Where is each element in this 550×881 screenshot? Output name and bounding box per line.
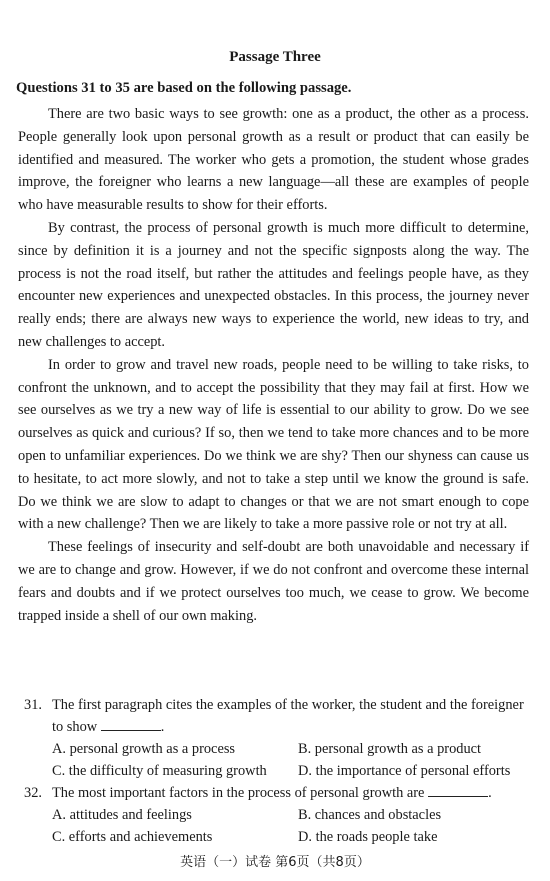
option-b[interactable]: B. chances and obstacles <box>298 807 442 823</box>
answer-blank <box>428 782 488 797</box>
passage-body <box>18 103 529 627</box>
page-footer: 英语（一）试卷 第6页（共8页） <box>180 855 370 870</box>
question-31 <box>24 694 534 738</box>
question-number: 32. <box>24 785 42 801</box>
question-stem: The first paragraph cites the examples of the worker, the student and the foreigner to show <box>52 697 524 735</box>
question-end: . <box>488 785 492 801</box>
paragraph-4: These feelings of insecurity and self-doubt are both unavoidable and necessary if we are to change and grow. However, if we do not confront and overcome these internal fears and doubts and if we protect ourselves too much, we cease to grow. We become trapped inside a shell of our own making. <box>18 539 529 624</box>
question-32 <box>24 782 534 804</box>
options-32 <box>24 804 534 848</box>
instructions: Questions 31 to 35 are based on the following passage. <box>16 80 352 96</box>
passage-title: Passage Three <box>229 49 321 65</box>
paragraph-2: By contrast, the process of personal growth is much more difficult to determine, since by definition it is a journey and not the specific signposts along the way. The process is not the road itself, but rather the attitudes and feelings people have, as they encounter new experiences and unexpected obstacles. In this process, the journey never really ends; there are always new ways to experience the world, new ideas to try, and new challenges to accept. <box>18 219 529 350</box>
option-a[interactable]: A. attitudes and feelings <box>52 807 192 823</box>
answer-blank <box>101 716 161 731</box>
option-c[interactable]: C. efforts and achievements <box>52 829 213 845</box>
option-d[interactable]: D. the importance of personal efforts <box>298 763 511 779</box>
question-list <box>24 694 534 848</box>
option-b[interactable]: B. personal growth as a product <box>298 741 482 757</box>
option-d[interactable]: D. the roads people take <box>298 829 438 845</box>
question-end: . <box>160 719 165 735</box>
paragraph-1: There are two basic ways to see growth: one as a product, the other as a process. People generally look upon personal growth as a result or product that can easily be identified and measured. The worker who gets a promotion, the student whose grades improve, the foreigner who learns a new language—all these are examples of people who have measurable results to show for their efforts. <box>18 106 529 214</box>
options-31 <box>24 738 534 782</box>
question-number: 31. <box>24 697 42 713</box>
question-stem: The most important factors in the process of personal growth are <box>52 785 425 801</box>
option-a[interactable]: A. personal growth as a process <box>52 741 236 757</box>
option-c[interactable]: C. the difficulty of measuring growth <box>52 763 267 779</box>
paragraph-3: In order to grow and travel new roads, people need to be willing to take risks, to confront the unknown, and to accept the possibility that they may fail at first. How we see ourselves as we try a new way of life is essential to our ability to grow. Do we see ourselves as quick and curious? If so, then we tend to take more chances and to be more open to unfamiliar experiences. Do we think we are shy? Then our shyness can cause us to hesitate, to act more slowly, and not to take a step until we know the ground is safe. Do we think we are slow to adapt to changes or that we are not smart enough to cope with a new challenge? Then we are likely to take a more passive role or not try at all. <box>18 356 529 533</box>
